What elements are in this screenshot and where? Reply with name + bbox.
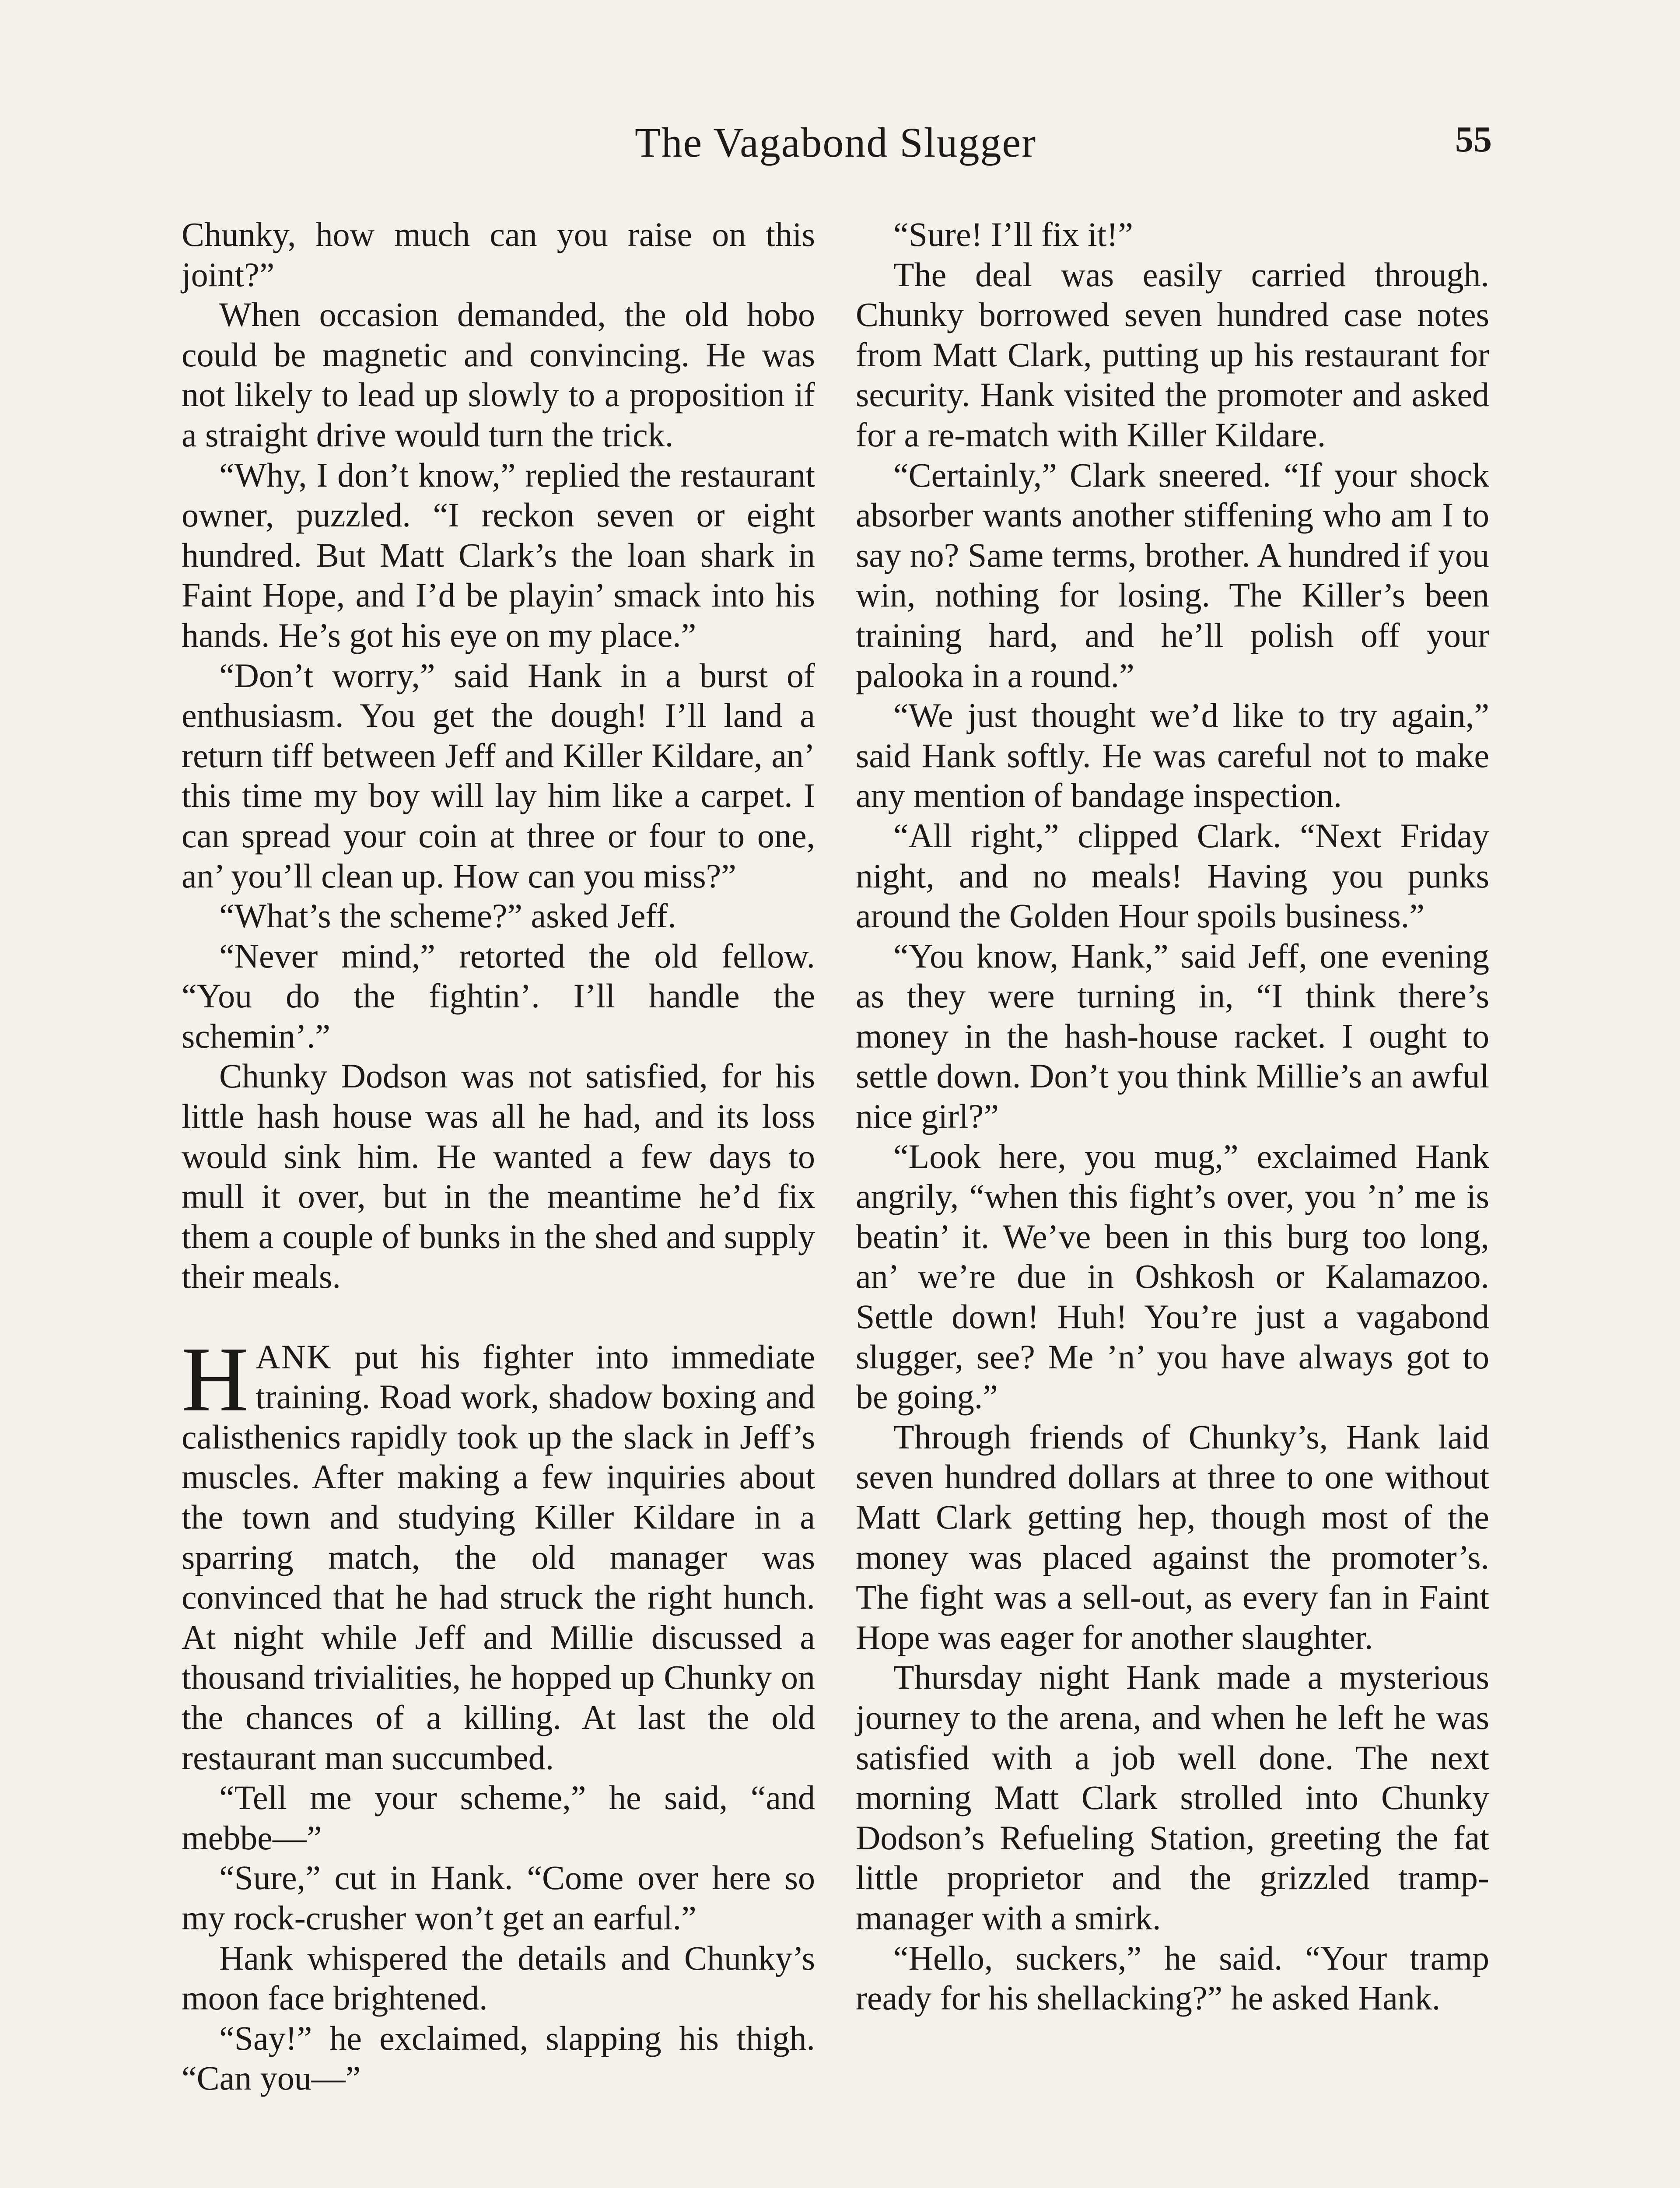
page-header — [179, 118, 1492, 179]
paragraph: “You know, Hank,” said Jeff, one evening as they were turning in, “I think there’s money in the hash-house racket. I ought to settle down. Don’t you think Millie’s an awful nice girl?” — [856, 936, 1489, 1136]
right-column — [856, 214, 1489, 2018]
page-number: 55 — [1455, 119, 1492, 160]
paragraph: “What’s the scheme?” asked Jeff. — [219, 897, 676, 935]
running-title: The Vagabond Slugger — [634, 119, 1037, 166]
paragraph: “Why, I don’t know,” replied the restaurant owner, puzzled. “I reckon seven or eight hundred. But Matt Clark’s the loan shark in Faint Hope, and I’d be playin’ smack into his hands. He’s got his eye on my place.” — [182, 456, 815, 654]
paragraph: The deal was easily carried through. Chunky borrowed seven hundred case notes from Matt Clark, putting up his restaurant for security. Hank visited the promoter and asked for a re-match with Killer Kildare. — [856, 255, 1489, 454]
paragraph: “Tell me your scheme,” he said, “and mebbe—” — [182, 1778, 815, 1857]
paragraph: Chunky, how much can you raise on this joint?” — [182, 215, 815, 294]
paragraph: “Sure,” cut in Hank. “Come over here so my rock-crusher won’t get an earful.” — [182, 1858, 815, 1937]
paragraph: “Hello, suckers,” he said. “Your tramp ready for his shellacking?” he asked Hank. — [856, 1939, 1489, 2017]
paragraph: Through friends of Chunky’s, Hank laid seven hundred dollars at three to one without Matt Clark getting hep, though most of the money was placed against the promoter’s. The fight was a sell-out, as every fan in Faint Hope was eager for another slaughter. — [856, 1417, 1489, 1656]
paragraph: “Sure! I’ll fix it!” — [893, 215, 1133, 253]
paragraph: When occasion demanded, the old hobo could be magnetic and convincing. He was not likely to lead up slowly to a proposition if a straight drive would turn the trick. — [182, 295, 815, 454]
paragraph: “Look here, you mug,” exclaimed Hank angrily, “when this fight’s over, you ’n’ me is beatin’ it. We’ve been in this burg too long, an’ we’re due in Oshkosh or Kalamazoo. Settle down! Huh! You’re just a vagabond slugger, see? Me ’n’ you have always got to be going.” — [856, 1137, 1489, 1416]
lead-in-word: ANK — [256, 1337, 332, 1376]
paragraph: “All right,” clipped Clark. “Next Friday night, and no meals! Having you punks around the Golden Hour spoils business.” — [856, 816, 1489, 935]
section-break — [182, 1297, 815, 1337]
paragraph: Chunky Dodson was not satisfied, for his little hash house was all he had, and its loss would sink him. He wanted a few days to mull it over, but in the meantime he’d fix them a couple of bunks in the shed and supply their meals. — [182, 1057, 815, 1296]
paragraph: “Certainly,” Clark sneered. “If your shock absorber wants another stiffening who am I to say no? Same terms, brother. A hundred if you win, nothing for losing. The Killer’s been training hard, and he’ll polish off your palooka in a round.” — [856, 456, 1489, 694]
paragraph: “Don’t worry,” said Hank in a burst of enthusiasm. You get the dough! I’ll land a return tiff between Jeff and Killer Kildare, an’ this time my boy will lay him like a carpet. I can spread your coin at three or four to one, an’ you’ll clean up. How can you miss?” — [182, 656, 815, 895]
section-opening-paragraph — [182, 1327, 815, 1778]
left-column — [182, 214, 815, 2098]
drop-cap: H — [182, 1327, 249, 1431]
paragraph: “Say!” he exclaimed, slapping his thigh. “Can you—” — [182, 2019, 815, 2097]
paragraph: Thursday night Hank made a mysterious journey to the arena, and when he left he was satisfied with a job well done. The next morning Matt Clark strolled into Chunky Dodson’s Refueling Station, greeting the fat little proprietor and the grizzled tramp-manager with a smirk. — [856, 1658, 1489, 1937]
paragraph: “We just thought we’d like to try again,” said Hank softly. He was careful not to make any mention of bandage inspection. — [856, 696, 1489, 815]
paragraph-text: put his fighter into immediate training. Road work, shadow boxing and calisthenics rapidly took up the slack in Jeff’s muscles. After making a few inquiries about the town and studying Killer Kildare in a sparring match, the old manager was convinced that he had struck the right hunch. At night while Jeff and Millie discussed a thousand trivialities, he hopped up Chunky on the chances of a killing. At last the old restaurant man succumbed. — [182, 1337, 815, 1777]
paragraph: Hank whispered the details and Chunky’s moon face brightened. — [182, 1939, 815, 2017]
paragraph: “Never mind,” retorted the old fellow. “You do the fightin’. I’ll handle the schemin’.” — [182, 936, 815, 1055]
